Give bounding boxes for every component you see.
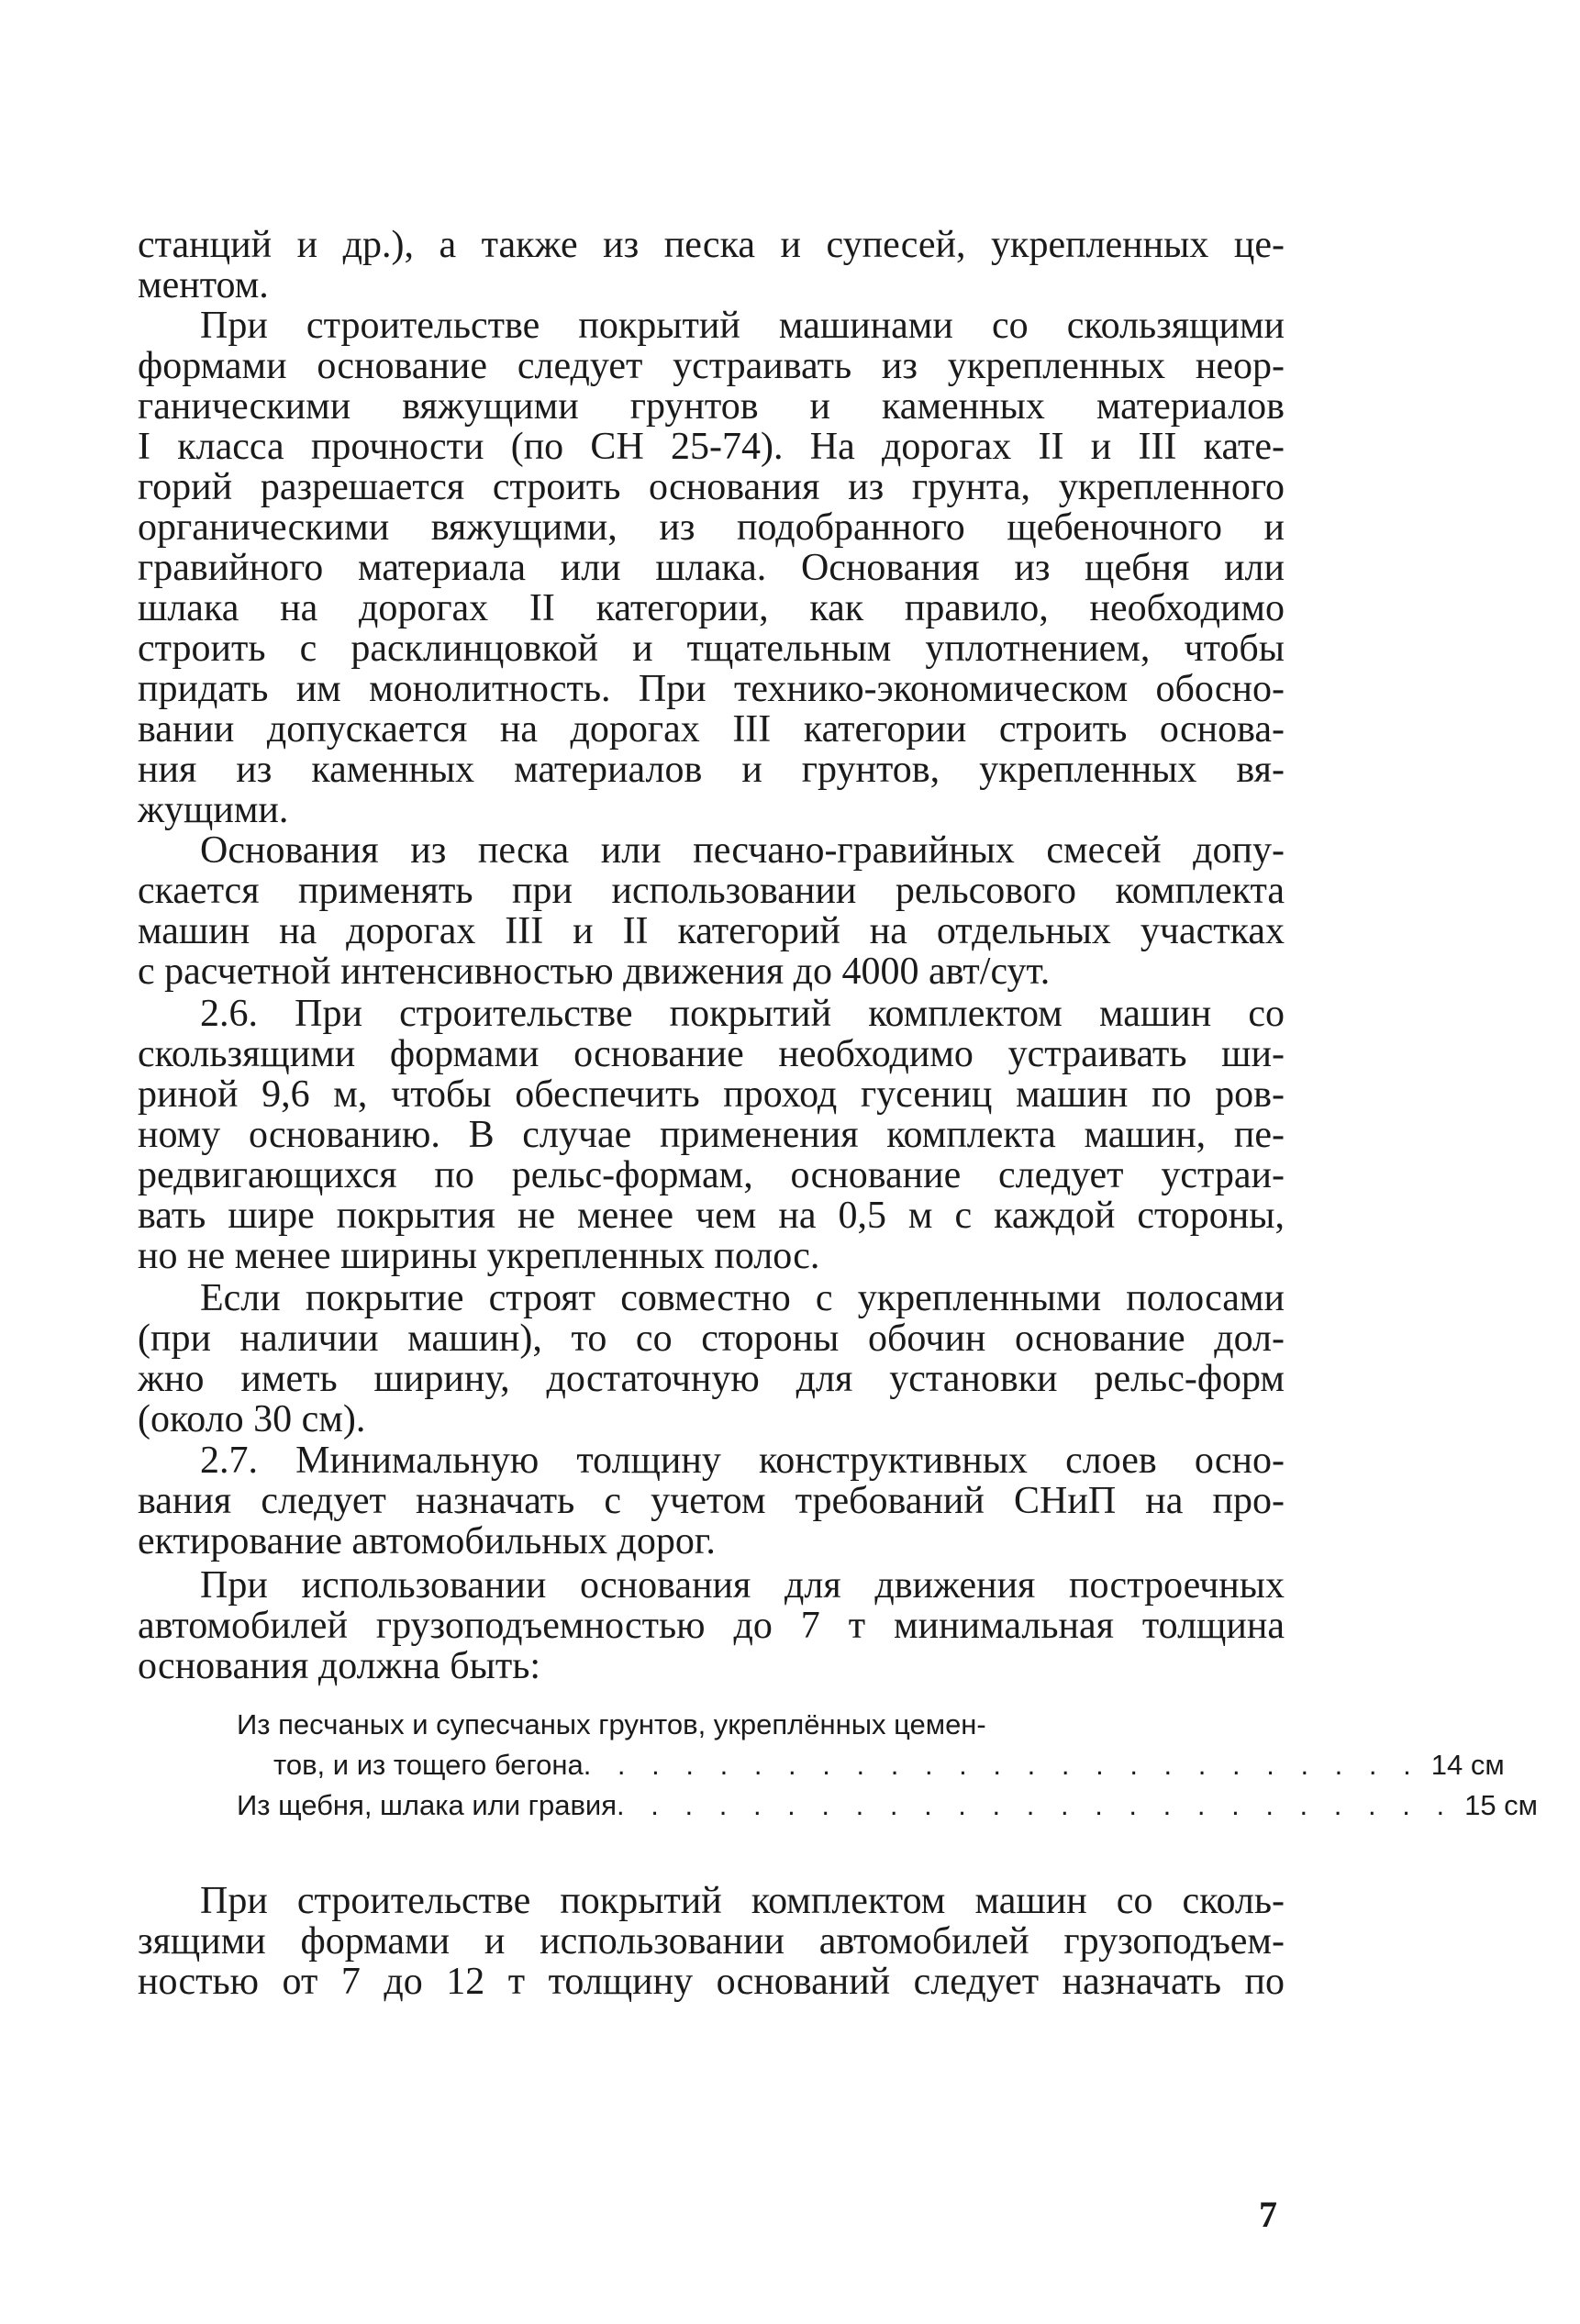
paragraph-continuation (138, 225, 1285, 306)
text-line: При использовании основания для движения построечных (200, 1564, 1285, 1607)
text-line: ностью от 7 до 12 т толщину оснований следует назначать по (138, 1961, 1285, 2003)
text-line: гравийного материала или шлака. Основания из щебня или (138, 547, 1285, 589)
paragraph-sand-bases (138, 830, 1285, 992)
text-line: зящими формами и использовании автомобилей грузоподъем- (138, 1920, 1285, 1963)
text-line: жно иметь ширину, достаточную для установки рельс-форм (138, 1358, 1285, 1400)
text-line: При строительстве покрытий машинами со скользящими (200, 305, 1285, 347)
text-line: I класса прочности (по СН 25-74). На дорогах II и III кате- (138, 426, 1285, 468)
text-line: органическими вяжущими, из подобранного щебеночного и (138, 506, 1285, 549)
text-line: (около 30 см). (138, 1398, 366, 1440)
text-line: скается применять при использовании рельсового комплекта (138, 870, 1285, 912)
text-line: горий разрешается строить основания из грунта, укрепленного (138, 466, 1285, 508)
text-line: ментом. (138, 264, 269, 306)
text-line: ектирование автомобильных дорог. (138, 1520, 716, 1562)
text-line: При строительстве покрытий комплектом машин со сколь- (200, 1880, 1285, 1922)
text-line: машин на дорогах III и II категорий на отдельных участках (138, 910, 1285, 952)
text-line: ния из каменных материалов и грунтов, укрепленных вя- (138, 749, 1285, 791)
text-line: редвигающихся по рельс-формам, основание следует устраи- (138, 1154, 1285, 1196)
text-line: скользящими формами основание необходимо устраивать ши- (138, 1033, 1285, 1075)
text-line: строить с расклинцовкой и тщательным уплотнением, чтобы (138, 628, 1285, 670)
leader-dots: . . . . . . . . . . . . . . . . . . . . . . . . . (617, 1789, 1454, 1821)
text-line: но не менее ширины укрепленных полос. (138, 1235, 820, 1277)
paragraph-2-6 (138, 994, 1285, 1276)
thickness-list (237, 1705, 1538, 1826)
paragraph-2-7 (138, 1440, 1285, 1562)
list-item (237, 1745, 1505, 1785)
text-line: с расчетной интенсивностью движения до 4000 авт/сут. (138, 951, 1051, 993)
text-line: автомобилей грузоподъемностью до 7 т минимальная толщина (138, 1605, 1285, 1647)
text-line: 2.6. При строительстве покрытий комплектом машин со (200, 993, 1285, 1035)
list-item-label: тов, и из тощего бегона (273, 1749, 584, 1781)
list-item (237, 1785, 1538, 1826)
text-line: формами основание следует устраивать из укрепленных неор- (138, 345, 1285, 387)
text-line: вания следует назначать с учетом требований СНиП на про- (138, 1480, 1285, 1522)
text-line: риной 9,6 м, чтобы обеспечить проход гусениц машин по ров- (138, 1073, 1285, 1116)
text-line: ному основанию. В случае применения комплекта машин, пе- (138, 1114, 1285, 1156)
paragraph-min-thickness (138, 1565, 1285, 1686)
text-line: шлака на дорогах II категории, как правило, необходимо (138, 587, 1285, 629)
list-item-label: Из щебня, шлака или гравия (237, 1789, 618, 1821)
text-line: ганическими вяжущими грунтов и каменных материалов (138, 385, 1285, 428)
text-line: основания должна быть: (138, 1645, 541, 1687)
page-number: 7 (1259, 2194, 1277, 2235)
text-line: вать шире покрытия не менее чем на 0,5 м с каждой стороны, (138, 1195, 1285, 1237)
text-line: жущими. (138, 789, 289, 831)
text-line: вании допускается на дорогах III категории строить основа- (138, 708, 1285, 751)
list-item-value: 15 см (1464, 1789, 1538, 1821)
paragraph-bases (138, 306, 1285, 830)
paragraph-heavy-vehicles (138, 1881, 1285, 2002)
text-line: придать им монолитность. При технико-экономическом обосно- (138, 668, 1285, 710)
text-line: Если покрытие строят совместно с укрепленными полосами (200, 1277, 1285, 1319)
text-line: Основания из песка или песчано-гравийных смесей допу- (200, 829, 1285, 872)
text-line: 2.7. Минимальную толщину конструктивных слоев осно- (200, 1440, 1285, 1482)
text-line: (при наличии машин), то со стороны обочин основание дол- (138, 1318, 1285, 1360)
list-item-line: Из песчаных и супесчаных грунтов, укреплённых цемен- (237, 1708, 986, 1740)
paragraph-strips (138, 1278, 1285, 1440)
list-item-value: 14 см (1430, 1749, 1505, 1781)
leader-dots: . . . . . . . . . . . . . . . . . . . . . . . . . (583, 1749, 1420, 1781)
text-line: станций и др.), а также из песка и супесей, укрепленных це- (138, 224, 1285, 266)
